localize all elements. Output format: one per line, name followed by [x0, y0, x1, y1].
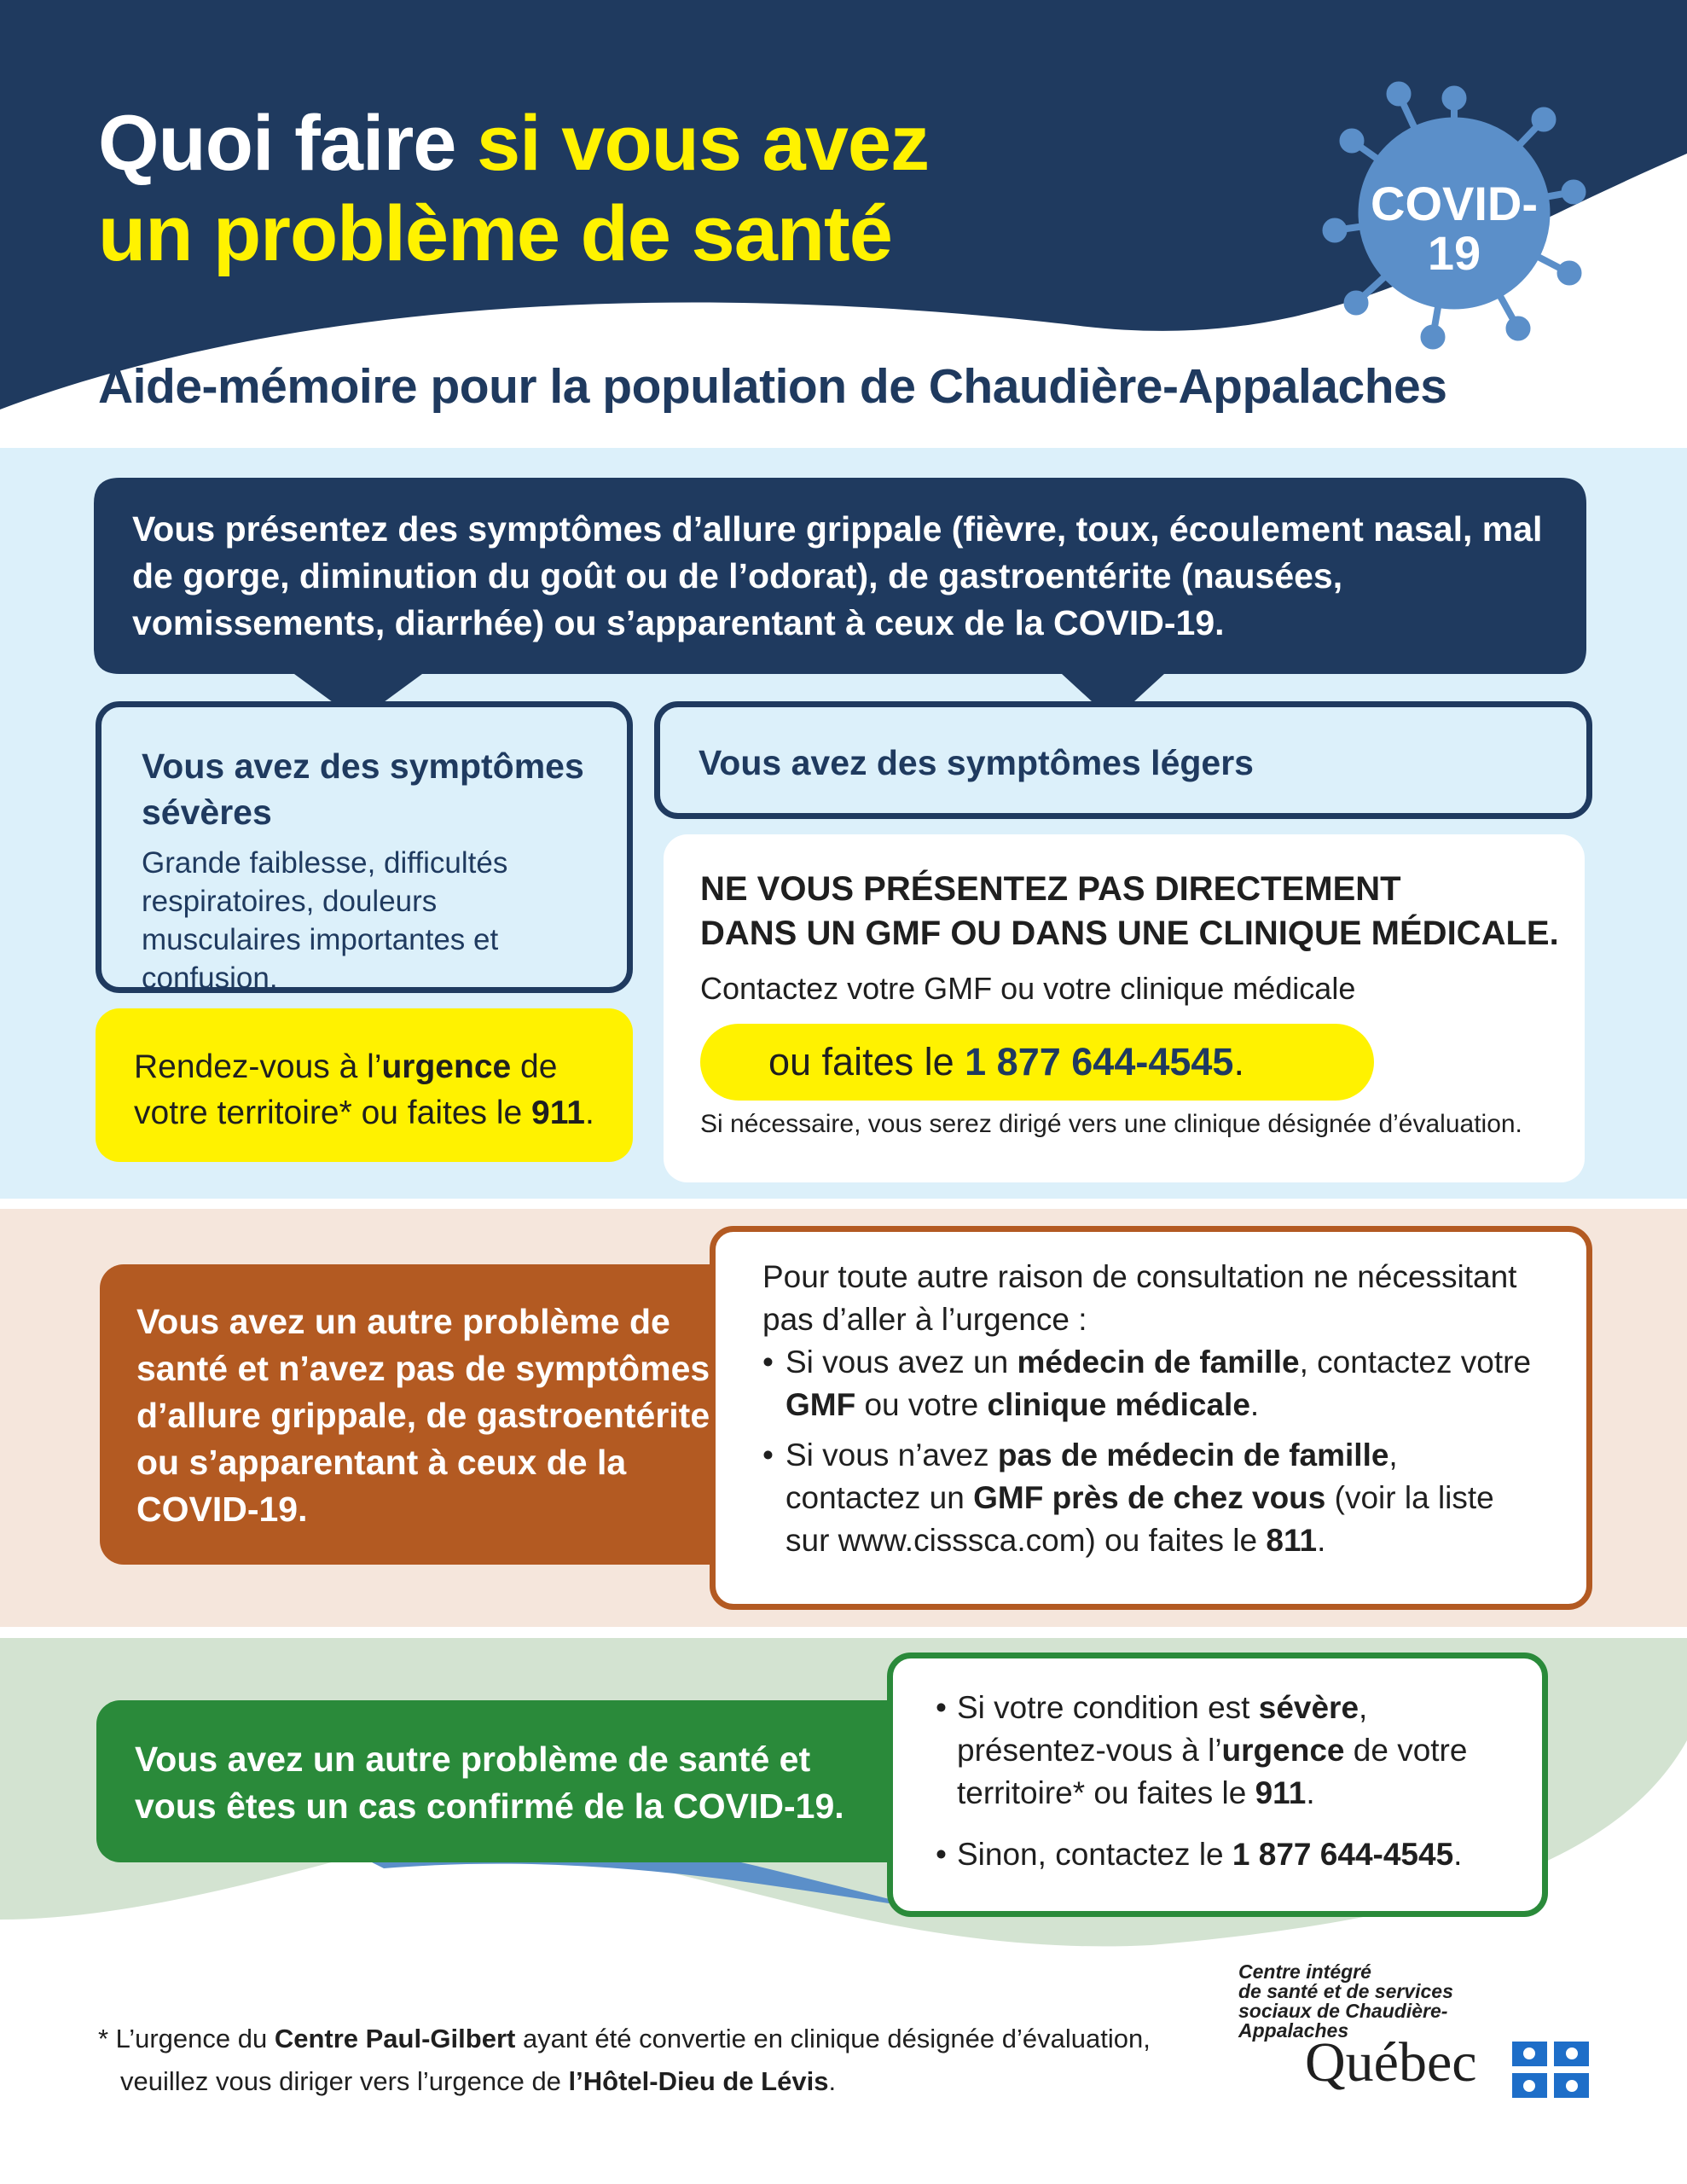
s3-b1-text-4: .: [1306, 1775, 1315, 1810]
severe-action-text-1: Rendez-vous à l’: [134, 1048, 382, 1085]
symptoms-intro-text: Vous présentez des symptômes d’allure grippale (fièvre, toux, écoulement nasal, mal de gorge, diminution du goût ou de l’odorat), de gastroentérite (nausées, vomissements, diarrhée) ou s’apparentant à ceux de la COVID-19.: [132, 509, 1543, 642]
b1-text-4: .: [1249, 1387, 1260, 1422]
b1-family-doctor: médecin de famille: [1017, 1345, 1300, 1380]
covid-badge-label: [1313, 179, 1595, 278]
b2-text-3: (voir la liste sur www.cisssca.com) ou faites le: [786, 1480, 1494, 1558]
bullet-dot: •: [762, 1438, 774, 1472]
other-problem-intro: Pour toute autre raison de consultation ne nécessitant pas d’aller à l’urgence :: [762, 1259, 1517, 1337]
footnote: [98, 2018, 1207, 2103]
severe-heading: Vous avez des symptômes sévères: [142, 746, 584, 832]
bullet-dot: •: [762, 1345, 774, 1380]
phone-prefix: ou faites le: [768, 1040, 965, 1083]
b2-text-4: .: [1317, 1523, 1326, 1558]
other-problem-heading: Vous avez un autre problème de santé et n’avez pas de symptômes d’allure grippale, de gastroentérite ou s’apparentant à ceux de la COVID-19.: [136, 1302, 710, 1529]
footnote-text-3: veuillez vous diriger vers l’urgence de: [120, 2066, 569, 2096]
org-line-4: Appalaches: [1238, 2019, 1349, 2042]
quebec-flag-icon: [1512, 2042, 1589, 2098]
org-line-2: de santé et de services: [1238, 1980, 1453, 2002]
info-phone-number[interactable]: 1 877 644-4545: [965, 1040, 1234, 1083]
mild-warning-line-1: NE VOUS PRÉSENTEZ PAS DIRECTEMENT: [700, 870, 1401, 908]
footnote-text-4: .: [828, 2066, 837, 2096]
phone-pill: [700, 1024, 1374, 1101]
b2-text-2: , contactez un: [786, 1438, 1398, 1515]
badge-line-2: 19: [1427, 226, 1481, 280]
footnote-paul-gilbert: Centre Paul-Gilbert: [274, 2024, 516, 2053]
b2-811: 811: [1266, 1523, 1318, 1558]
confirmed-case-instructions-box: [887, 1653, 1548, 1917]
page-subtitle: Aide-mémoire pour la population de Chaudière-Appalaches: [98, 359, 1447, 414]
s3-b1-text-3: de votre territoire* ou faites le: [957, 1733, 1468, 1810]
org-line-3: sociaux de Chaudière-: [1238, 2000, 1448, 2022]
severe-description: Grande faiblesse, difficultés respiratoires, douleurs musculaires importantes et confusion.: [142, 846, 508, 995]
s3-b1-911: 911: [1255, 1775, 1307, 1810]
otherwise-contact-bullet: [957, 1833, 1537, 1876]
s3-b2-text-2: .: [1453, 1837, 1463, 1872]
footnote-hotel-dieu: l’Hôtel-Dieu de Lévis: [568, 2066, 829, 2096]
b2-text-1: Si vous n’avez: [786, 1438, 998, 1472]
b1-text-3: ou votre: [855, 1387, 988, 1422]
severe-action-text-2: de votre territoire* ou faites le: [134, 1048, 558, 1131]
b2-gmf-nearby: GMF près de chez vous: [973, 1480, 1326, 1515]
mild-heading: Vous avez des symptômes légers: [699, 743, 1254, 782]
footnote-text-1: * L’urgence du: [98, 2024, 275, 2053]
mild-warning-line-2: DANS UN GMF OU DANS UNE CLINIQUE MÉDICALE.: [700, 915, 1559, 952]
mild-note: Si nécessaire, vous serez dirigé vers une clinique désignée d’évaluation.: [700, 1110, 1522, 1138]
s3-b1-text-1: Si votre condition est: [957, 1690, 1259, 1725]
page-title: [98, 98, 929, 279]
no-family-doctor-bullet: [786, 1434, 1536, 1562]
s3-b2-phone[interactable]: 1 877 644-4545: [1232, 1837, 1454, 1872]
mild-symptoms-box: [654, 701, 1592, 819]
mild-instructions-box: [664, 834, 1585, 1182]
b1-text-1: Si vous avez un: [786, 1345, 1017, 1380]
confirmed-case-heading-box: [96, 1700, 915, 1862]
emergency-action-box: [96, 1008, 633, 1162]
org-line-1: Centre intégré: [1238, 1960, 1371, 1983]
badge-line-1: COVID-: [1371, 177, 1538, 230]
severe-condition-bullet: [957, 1687, 1520, 1815]
b1-clinic: clinique médicale: [987, 1387, 1250, 1422]
bullet-dot: •: [936, 1837, 947, 1872]
severe-action-urgence: urgence: [381, 1048, 512, 1085]
bullet-dot: •: [936, 1690, 947, 1725]
s3-b1-text-2: , présentez-vous à l’: [957, 1690, 1368, 1768]
severe-action-text-3: .: [584, 1095, 594, 1131]
confirmed-case-heading: Vous avez un autre problème de santé et vous êtes un cas confirmé de la COVID-19.: [135, 1740, 844, 1826]
b1-text-2: , contactez votre: [1299, 1345, 1532, 1380]
other-problem-instructions-box: [710, 1226, 1592, 1610]
footnote-text-2: ayant été convertie en clinique désignée d’évaluation,: [515, 2024, 1151, 2053]
b2-no-family-doctor: pas de médecin de famille: [997, 1438, 1389, 1472]
s3-b2-text-1: Sinon, contactez le: [957, 1837, 1232, 1872]
s3-b1-severe: sévère: [1258, 1690, 1359, 1725]
severe-symptoms-box: [96, 701, 633, 993]
quebec-wordmark: Québec: [1305, 2031, 1477, 2094]
title-yellow-part-1: si vous avez: [476, 100, 930, 187]
other-problem-heading-box: [100, 1264, 757, 1565]
mild-warning: [700, 867, 1559, 956]
org-name: [1238, 1962, 1453, 2041]
severe-action-911: 911: [531, 1095, 585, 1131]
mild-contact-text: Contactez votre GMF ou votre clinique médicale: [700, 971, 1356, 1006]
title-yellow-part-2: un problème de santé: [98, 190, 892, 277]
s3-b1-urgence: urgence: [1221, 1733, 1345, 1768]
family-doctor-bullet: [786, 1341, 1553, 1426]
phone-suffix: .: [1233, 1040, 1244, 1083]
b1-gmf: GMF: [786, 1387, 856, 1422]
title-white-part: Quoi faire: [98, 100, 456, 187]
